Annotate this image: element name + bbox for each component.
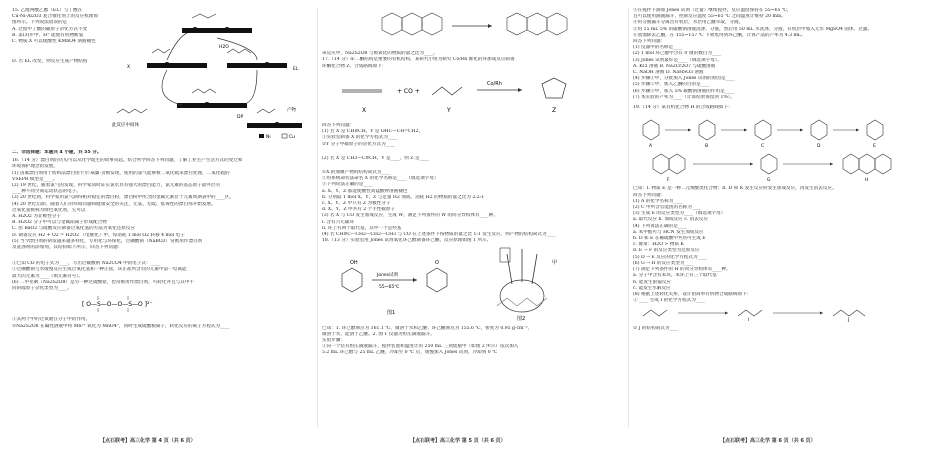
q18-line: (7) 本实验的产率为____（计算结果保留到 1%）。 bbox=[633, 94, 735, 100]
q15-line: 15. 乙醛两酸乙酯（EL）与丁酸在 bbox=[12, 8, 83, 13]
q19-synthesis-route bbox=[633, 111, 933, 183]
svg-text:甲: 甲 bbox=[552, 260, 558, 267]
legend-label-ni: Ni bbox=[266, 135, 271, 140]
indigo-oxidation-scheme bbox=[322, 8, 622, 48]
q16-line: (2) 19 世纪，随着氯气的发现，科学家同时证实氯水具有强大的漂白能力，氯元素的基态原子最外层有 bbox=[12, 183, 221, 189]
q16-line: C. 由 BaO2 与硫酸反应制备过氧化氢的方法为氧化还原反应 bbox=[12, 226, 136, 232]
q17-synthesis-scheme bbox=[322, 70, 622, 120]
q18-line: ⑥蒸馏除去乙醚，在 155~157 ℃ 下收集得到环己酮，计算产品的产率为 4.3 mL。 bbox=[633, 32, 806, 38]
q16-line: ②Na2S2O8 在碱性溶液中将 Mn²⁺ 氧化为 MnO4⁻，同时生成硫酸根离子，转化反应的离子方程式为____ bbox=[12, 323, 230, 329]
label-catalyst: Co/Rh bbox=[487, 80, 502, 87]
page-footer-6: 【点石联考】高三化学 第 6 页（共 6 页） bbox=[720, 438, 816, 444]
compound-label-h: H bbox=[865, 178, 869, 184]
q19-line: a. 取代反应 b. 加成反应 c. 消去反应 bbox=[633, 217, 709, 223]
svg-text:O: O bbox=[435, 260, 439, 267]
q19-line: ② J 的结构简式为____ bbox=[633, 325, 679, 331]
q19-line: c. 键角：H2O > 物质 K bbox=[633, 242, 684, 248]
fig-label-product: 产物 bbox=[287, 108, 296, 113]
q18-line: A. KCl 溶液 B. Na2Cr2O7 与硫酸溶液 bbox=[633, 63, 716, 69]
q15-line: 图所示。下列说法错误的是 bbox=[12, 20, 68, 26]
question-15 bbox=[12, 8, 317, 148]
q18-line: 5.2 mL 环己醇与 25 mL 乙醚，冷却至 0 ℃ 后，缓慢加入 Jones 试剂，冷却到 0 ℃ bbox=[322, 350, 498, 356]
legend-label-cu: Cu bbox=[289, 135, 295, 140]
q18-line: (1) 仪器甲的名称是____ bbox=[633, 45, 683, 51]
q18-line: 回答下列问题： bbox=[633, 39, 666, 45]
s2o8-structure bbox=[72, 292, 192, 314]
fig-label-intermediate: 此反应中间体 bbox=[112, 123, 139, 128]
reaction-mechanism-figure bbox=[107, 8, 317, 148]
svg-text:+ CO +: + CO + bbox=[397, 87, 420, 95]
q16-line: VSEPR 模型是____。 bbox=[12, 176, 58, 182]
q15-line: A. 过程中丁酸的碳原子杂化方式不变 bbox=[12, 26, 88, 32]
q18-line: (6) 步骤③中，加入 5% 碳酸钠溶液的作用是____ bbox=[633, 88, 734, 94]
compound-label-a: A bbox=[649, 144, 653, 150]
q18-line: (3) Jones 试剂最好是____（填选项字母）。 bbox=[633, 57, 722, 63]
q18-line: (4) 步骤①中，分批加入 Jones 试剂的原因是____ bbox=[633, 76, 735, 82]
q16-line: (4) 20 世纪后期，随着人们对环境问题和健康安全的关注，无氯、无硫、低毒性的漂白剂开始发展。 bbox=[12, 201, 216, 207]
page-footer-4: 【点石联考】高三化学 第 4 页（共 6 页） bbox=[100, 438, 196, 444]
svg-text:[ O—S—O—O—S—O ]²⁻: [ O—S—O—O—S—O ]²⁻ bbox=[82, 301, 153, 309]
q19-line: (4) 下列说法正确的是____ bbox=[633, 223, 687, 229]
q19-line: (5) D → E 反应的化学方程式为____ bbox=[633, 254, 707, 260]
q15-line: B. 第(3)步中，H⁺ 能使有机物断裂 bbox=[12, 32, 84, 38]
q17-line: (3) 若 X 与 CO 发生加成反应，生成 W，满足下列条件的 W 的同分异构体有____种。 bbox=[322, 213, 498, 219]
q19-line: (1) A 的化学名称为____ bbox=[633, 198, 683, 204]
q17-line: 环酮化合物 Z，合成路线如下： bbox=[322, 63, 387, 69]
q17-line: ①实验室制备 X 的化学方程式为____ bbox=[322, 135, 398, 141]
q19-line: (3) 生成 E 的反应类型为____（填选项字母） bbox=[633, 211, 726, 217]
compound-label-d: D bbox=[817, 144, 821, 150]
fig-label-el: EL bbox=[293, 67, 299, 72]
q18-heading: 18.（13 分）实验室用 Jones 试剂氧化环己醇制备环己酮，反应原理如图 1 所示。 bbox=[322, 238, 492, 244]
fig-label-x: X bbox=[127, 65, 131, 70]
q19-line: a. 分子中含有苯环，苯环上有三个取代基 bbox=[633, 273, 717, 279]
q18-line: 且可以使用滴液漏斗，控制反应温度 55~65 ℃ 之间温度计维持 20 min。 bbox=[633, 14, 786, 20]
label-y: Y bbox=[447, 106, 451, 114]
page-footer-5: 【点石联考】高三化学 第 5 页（共 6 页） bbox=[410, 438, 506, 444]
question-19 bbox=[633, 186, 938, 331]
q18-line: ⑤用 15 mL 5% 的碳酸钠溶液洗涤，分液，然后用 50 mL 水洗涤，分液，有机层中加入无水 MgSO4 固体，过滤。 bbox=[633, 26, 872, 32]
page-column-1 bbox=[12, 8, 317, 426]
q16-line: ____种不同空间运动状态的电子。 bbox=[12, 189, 81, 195]
compound-label-e: E bbox=[873, 144, 876, 150]
q17-line: ③下列说法正确的是____ bbox=[322, 182, 373, 188]
q18-line: (5) 步骤②中，加入乙醚的目的是____ bbox=[633, 82, 710, 88]
q19-line: 已知：I. 物质 E 是一种二元羧酸类化合物；II. D 和 K 发生反应时发生加成反应，再发生消去反应。 bbox=[633, 186, 837, 192]
fig-label-h2o: H2O bbox=[219, 45, 229, 50]
q16-line: 过氧化氢被称为绿色氧化剂，它可以 bbox=[12, 207, 86, 213]
q17-line: (4) 若 CH≡C—CH2—CH2—CH3 与 CO 在上述条件下按物质的量之比 1:1 发生反应，则产物的结构简式为____ bbox=[322, 232, 556, 238]
q18-line: ④用分液漏斗分离出有机层，水层用乙醚萃取，分液。 bbox=[633, 20, 744, 26]
q16-line: ②过硼酸钠与水缓慢反应生成过氧化氢和一种正盐，该正盐所含有的元素中第一电离能 bbox=[12, 267, 187, 273]
q16-line: 同的硫原子杂化类型为____。 bbox=[12, 286, 72, 292]
q15-line: D. 若 EL 改变，则反应生成产物结构 bbox=[12, 59, 88, 65]
q17-line: b. 分别取 1 mol X、Y、Z 与足量 H2 加成，消耗 H2 的物质的量之比为 2:2:1 bbox=[322, 194, 485, 200]
q17-line: d. X、Y、Z 中共有 2 个手性碳原子 bbox=[322, 207, 396, 213]
q17-line: (1) 若 X 是 CH≡CH，Y 是 OHC—CH=CH2， bbox=[322, 129, 424, 135]
q19-line: d. E → F 的反应类型为还原反应 bbox=[633, 248, 700, 254]
q17-line: ii. 环上有两个取代基，其中一个是羟基 bbox=[322, 225, 402, 231]
compound-label-i: I bbox=[748, 318, 750, 323]
q17-line: ①X 的加聚产物的结构简式为____ bbox=[322, 170, 391, 176]
q19-part8-route bbox=[633, 304, 933, 322]
temperature-label: 55~65℃ bbox=[379, 285, 400, 291]
q19-line: (8) 根据上述转化关系，设计由简单有机物合成路线如下： bbox=[633, 291, 752, 297]
q17-line: (2) 若 X 是 CH3—C≡CH，Y 是____，则 Z 是____ bbox=[322, 155, 429, 161]
column-divider bbox=[628, 8, 629, 428]
compound-label-b: B bbox=[705, 144, 709, 150]
q19-line: c. 能发生水解反应 bbox=[633, 285, 671, 291]
compound-label-g: G bbox=[767, 178, 771, 184]
compound-label-j: J bbox=[848, 318, 850, 323]
q16-line: A. H2O2 为非极性分子 bbox=[12, 214, 61, 220]
reagent-label: Jones试剂 bbox=[377, 273, 399, 279]
q17-line: i. 含有六元碳环 bbox=[322, 219, 354, 225]
column-divider bbox=[317, 8, 318, 428]
q17-heading: 17.（14 分）α-二酮结构是重要的有机结构，某研究小组为研究 Co/Rh 催化的环加成反应制备 bbox=[322, 57, 515, 63]
q16-line: ①已知 CO 的电子式为____，写出过碳酸钠 Na2CO4 中的电子式：____ bbox=[12, 261, 160, 267]
q16-line: B. H2O2 分子中可以与金属阳离子形成配合物 bbox=[12, 220, 107, 226]
q17-line: ②Y 分子中碳原子的杂化方式为____ bbox=[322, 141, 395, 147]
q16-line: ①其两个中的过氧键在分子中的作用。 bbox=[12, 317, 91, 323]
q18-line: (2) 1 mol 环己醇中含有 σ 键的数目为____ bbox=[633, 51, 722, 57]
compound-label-f: F bbox=[667, 178, 670, 184]
section-heading: 二、非选择题：本题共 4 小题，共 55 分。 bbox=[12, 150, 102, 155]
q17-line: c. X、Y、Z 中只有 Z 为极性分子 bbox=[322, 201, 391, 207]
q17-line: ②用系统命名法命名 X 的化学名称是____（填选项字母） bbox=[322, 176, 439, 182]
q18-apparatus-figure bbox=[322, 244, 622, 322]
q18-line: ①向一个装有恒压滴液漏斗、搅拌装置和温度计的 250 mL 三颈烧瓶中（如图 2 所示）依次加入 bbox=[322, 344, 519, 350]
q19-heading: 19.（14 分）某有机化合物 H 的合成路线如下： bbox=[633, 105, 733, 111]
label-x: X bbox=[362, 106, 367, 114]
q16-line: (3) 20 世纪初，科学家用氯气制得相对稳定的漂白粉，漂白粉中所含的金属元素位于元素周期表中的____区。 bbox=[12, 195, 234, 201]
svg-text:OH: OH bbox=[350, 260, 358, 267]
fig-label-dp: DP bbox=[237, 115, 244, 120]
q18-line: ③在搅拌下滴加 Jones 试剂（过量）继续搅拌，反应温度保持在 55~65 ℃， bbox=[633, 8, 792, 13]
q18-line: 微溶于水，能溶于乙醚。2. 图 1 仪器为恒压滴液漏斗。 bbox=[322, 331, 435, 337]
q17-line: 回答下列问题： bbox=[322, 123, 355, 129]
q19-line: 回答下列问题： bbox=[633, 192, 666, 198]
q19-line: ① ____ 生成 I 的化学方程式为____ bbox=[633, 298, 705, 304]
q18-line: C. NaOH 溶液 D. NaHSO3 溶液 bbox=[633, 70, 704, 76]
question-18 bbox=[322, 326, 627, 357]
question-18-continued bbox=[633, 8, 938, 101]
page-column-2 bbox=[322, 8, 627, 426]
q16-line: 16.（14 分）漂白剂的历史可以从化学诞生的故事说起。结合所学回答下列问题，了解工业生产生活方式的变迁和 bbox=[12, 158, 243, 164]
q19-line: a. 苯甲醛可与 HCN 发生加成反应 bbox=[633, 229, 704, 235]
q16-tail-line: 该反应中，Na2S2O8 与被氧化的物质的量之比为____。 bbox=[322, 51, 438, 57]
q16-line: D. 制备反应 H2 + O2 = H2O2 （电催化）中，每消耗 1 mol O2 转移 4 mol 电子 bbox=[12, 232, 185, 238]
q18-line: 已知：1. 环己醇沸点为 161.1 ℃，微溶于水和乙醚；环己酮沸点为 155.6 ℃，密度为 0.95 g·cm⁻³， bbox=[322, 325, 533, 331]
q17-line: a. X、Y、Z 都能使酸性高锰酸钾溶液褪色 bbox=[322, 188, 408, 194]
page-column-3 bbox=[633, 8, 938, 426]
q16-line: 及洗涤剂的添加剂，其结构如下所示，回答下列问题： bbox=[12, 245, 123, 251]
q19-line: b. 能发生银镜反应 bbox=[633, 279, 672, 285]
q16-line: (1) 卤素漂白剂用于纺织品漂白由卡尔·威廉·舍勒发现，使用的氯气能够被二氧化硫来漂白处理，二氧化硫的 bbox=[12, 170, 230, 176]
question-17 bbox=[322, 123, 627, 244]
q15-line: C. 物质 X 可以使酸性 KMnO4 溶液褪色 bbox=[12, 39, 96, 45]
question-16 bbox=[12, 158, 317, 330]
q18-line: 实验步骤： bbox=[322, 338, 345, 344]
label-z: Z bbox=[552, 106, 557, 114]
figure-2-caption: 图2 bbox=[517, 316, 526, 323]
q16-line: (5) 当今漂白剂的研发越来越多样化，专用化与环保化，过硼酸钠（NaBO3）常被用作漂白剂 bbox=[12, 238, 203, 244]
q15-line: Cu-Ni-Al2O3 复合催化剂上的反应机理如 bbox=[12, 14, 99, 20]
q19-line: (2) C 中所含官能团的名称为____ bbox=[633, 205, 702, 211]
figure-1-caption: 图1 bbox=[387, 310, 396, 317]
compound-label-c: C bbox=[761, 144, 765, 150]
q19-line: (7) 满足下列条件的 H 的同分异构体有____种。 bbox=[633, 267, 731, 273]
q16-line: 最大的元素为____（填元素符号）。 bbox=[12, 273, 84, 279]
q16-line: 环境保护理念的发展。 bbox=[12, 164, 58, 170]
q16-line: (6) 二甲亚砜（Na2S2O8）是另一种过硫酸盐，也常被用作漂白剂，可转化并且与其中不 bbox=[12, 279, 195, 285]
q19-line: b. D 和 E 在稀硫酸中共热可生成 E bbox=[633, 236, 706, 242]
q19-line: (6) G → H 的反应类型为____ bbox=[633, 260, 694, 266]
